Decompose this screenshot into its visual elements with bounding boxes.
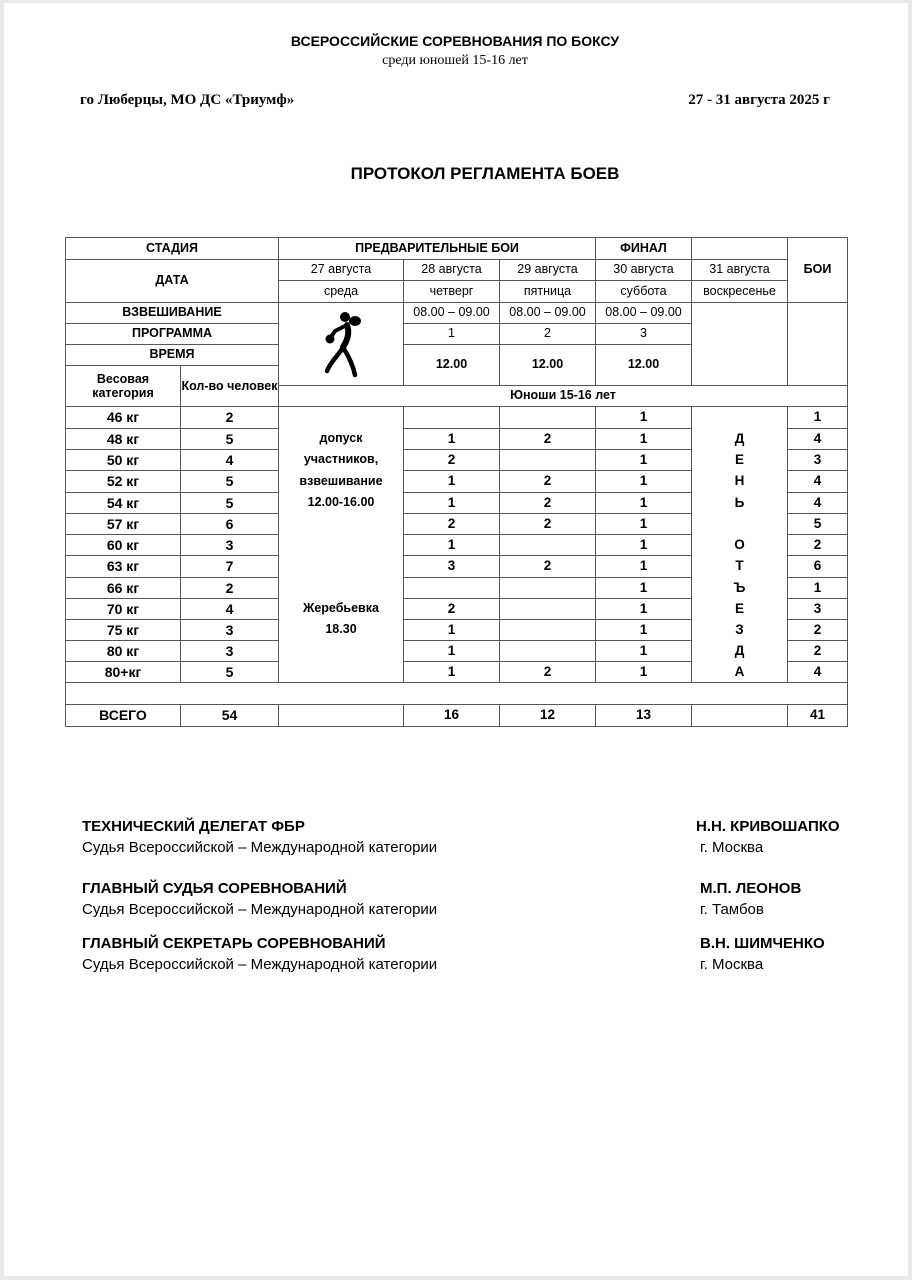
cell-weight: 60 кг — [66, 535, 181, 556]
cell-d31: Е — [692, 450, 788, 471]
program-29: 2 — [500, 324, 596, 345]
cell-d31 — [692, 514, 788, 535]
cell-d28: 1 — [404, 429, 500, 450]
cell-weight: 80 кг — [66, 641, 181, 662]
cell-count: 5 — [181, 471, 279, 493]
cell-d31: Е — [692, 599, 788, 620]
table-row — [66, 599, 848, 620]
program-30: 3 — [596, 324, 692, 345]
cell-total: 1 — [788, 407, 848, 429]
cell-d28: 1 — [404, 620, 500, 641]
table-row — [66, 450, 848, 471]
cell-d27 — [279, 556, 404, 578]
boxing-pictogram-icon — [317, 309, 365, 379]
cell-d30: 1 — [596, 556, 692, 578]
signatory-name: Н.Н. КРИВОШАПКО — [696, 818, 840, 835]
cell-count: 3 — [181, 620, 279, 641]
cell-d29 — [500, 599, 596, 620]
cell-d29: 2 — [500, 429, 596, 450]
totals-d30: 13 — [596, 705, 692, 727]
cell-d30: 1 — [596, 641, 692, 662]
cell-d28: 2 — [404, 599, 500, 620]
cell-d29: 2 — [500, 662, 596, 683]
cell-d29: 2 — [500, 556, 596, 578]
signatory-category: Судья Всероссийской – Международной категории — [82, 901, 438, 918]
cell-total: 3 — [788, 450, 848, 471]
cell-d28: 1 — [404, 493, 500, 514]
program-label: ПРОГРАММА — [66, 324, 279, 345]
table-row — [66, 471, 848, 493]
signatory-category: Судья Всероссийской – Международной категории — [82, 956, 438, 973]
date-27: 27 августа — [279, 260, 404, 281]
cell-weight: 63 кг — [66, 556, 181, 578]
cell-weight: 54 кг — [66, 493, 181, 514]
signatory-name: М.П. ЛЕОНОВ — [700, 880, 802, 897]
cell-d28: 1 — [404, 535, 500, 556]
cell-d31: Д — [692, 641, 788, 662]
signatory-role: ГЛАВНЫЙ СУДЬЯ СОРЕВНОВАНИЙ — [82, 880, 347, 897]
time-label: ВРЕМЯ — [66, 345, 279, 366]
cell-d27 — [279, 514, 404, 535]
cell-weight: 75 кг — [66, 620, 181, 641]
cell-total: 4 — [788, 493, 848, 514]
page-title: ПРОТОКОЛ РЕГЛАМЕНТА БОЕВ — [350, 164, 620, 183]
cell-total: 1 — [788, 578, 848, 599]
cell-d30: 1 — [596, 620, 692, 641]
count-label: Кол-во человек — [181, 366, 279, 407]
cell-d29 — [500, 450, 596, 471]
event-dates: 27 - 31 августа 2025 г — [688, 92, 830, 108]
cell-d30: 1 — [596, 662, 692, 683]
cell-d28: 1 — [404, 641, 500, 662]
cell-d30: 1 — [596, 514, 692, 535]
prelim-label: ПРЕДВАРИТЕЛЬНЫЕ БОИ — [279, 238, 596, 260]
cell-d28 — [404, 407, 500, 429]
cell-d29 — [500, 407, 596, 429]
cell-d31: Д — [692, 429, 788, 450]
totals-count: 54 — [181, 705, 279, 727]
cell-d30: 1 — [596, 429, 692, 450]
cell-d27 — [279, 641, 404, 662]
signatory-city: г. Тамбов — [700, 901, 764, 918]
group-label: Юноши 15-16 лет — [279, 386, 848, 407]
cell-weight: 70 кг — [66, 599, 181, 620]
totals-row — [66, 705, 848, 727]
cell-total: 5 — [788, 514, 848, 535]
cell-count: 3 — [181, 641, 279, 662]
cell-weight: 52 кг — [66, 471, 181, 493]
cell-count: 5 — [181, 662, 279, 683]
competition-title: ВСЕРОССИЙСКИЕ СОРЕВНОВАНИЯ ПО БОКСУ — [290, 33, 620, 49]
cell-d31: А — [692, 662, 788, 683]
table-row — [66, 662, 848, 683]
signatory-city: г. Москва — [700, 839, 764, 856]
cell-d30: 1 — [596, 578, 692, 599]
cell-d30: 1 — [596, 599, 692, 620]
weight-category-label: Весовая категория — [66, 366, 181, 407]
cell-weight: 50 кг — [66, 450, 181, 471]
cell-count: 6 — [181, 514, 279, 535]
weekday-30: суббота — [596, 281, 692, 303]
final-label: ФИНАЛ — [596, 238, 692, 260]
signatory-city: г. Москва — [700, 956, 764, 973]
boxer-pictogram-cell — [279, 303, 404, 386]
weighin-label: ВЗВЕШИВАНИЕ — [66, 303, 279, 324]
date-31: 31 августа — [692, 260, 788, 281]
table-row — [66, 641, 848, 662]
totals-d28: 16 — [404, 705, 500, 727]
cell-weight: 57 кг — [66, 514, 181, 535]
cell-d28: 1 — [404, 662, 500, 683]
cell-d28: 3 — [404, 556, 500, 578]
cell-d27: 18.30 — [279, 620, 404, 641]
cell-total: 4 — [788, 471, 848, 493]
bout-schedule-table — [65, 237, 848, 727]
cell-d28: 2 — [404, 514, 500, 535]
bouts-label: БОИ — [788, 238, 848, 303]
cell-total: 4 — [788, 429, 848, 450]
cell-weight: 66 кг — [66, 578, 181, 599]
cell-total: 3 — [788, 599, 848, 620]
cell-total: 2 — [788, 620, 848, 641]
cell-count: 5 — [181, 493, 279, 514]
table-row — [66, 407, 848, 429]
cell-d27: участников, — [279, 450, 404, 471]
cell-d30: 1 — [596, 450, 692, 471]
table-row — [66, 514, 848, 535]
cell-d27: допуск — [279, 429, 404, 450]
cell-d29: 2 — [500, 493, 596, 514]
cell-d29 — [500, 641, 596, 662]
totals-d29: 12 — [500, 705, 596, 727]
cell-count: 4 — [181, 599, 279, 620]
cell-d29: 2 — [500, 514, 596, 535]
cell-d27: взвешивание — [279, 471, 404, 493]
cell-weight: 46 кг — [66, 407, 181, 429]
cell-d28 — [404, 578, 500, 599]
stage-label: СТАДИЯ — [66, 238, 279, 260]
cell-d29 — [500, 535, 596, 556]
cell-d31: З — [692, 620, 788, 641]
date-28: 28 августа — [404, 260, 500, 281]
cell-d27: 12.00-16.00 — [279, 493, 404, 514]
cell-d31: Т — [692, 556, 788, 578]
table-row — [66, 578, 848, 599]
cell-d31: О — [692, 535, 788, 556]
signatory-category: Судья Всероссийской – Международной категории — [82, 839, 438, 856]
cell-weight: 80+кг — [66, 662, 181, 683]
weighin-29: 08.00 – 09.00 — [500, 303, 596, 324]
table-row — [66, 535, 848, 556]
cell-total: 6 — [788, 556, 848, 578]
cell-d31 — [692, 407, 788, 429]
weekday-28: четверг — [404, 281, 500, 303]
cell-count: 4 — [181, 450, 279, 471]
cell-d28: 2 — [404, 450, 500, 471]
table-row — [66, 429, 848, 450]
cell-count: 7 — [181, 556, 279, 578]
cell-d30: 1 — [596, 535, 692, 556]
weekday-31: воскресенье — [692, 281, 788, 303]
date-29: 29 августа — [500, 260, 596, 281]
table-row — [66, 556, 848, 578]
time-28: 12.00 — [404, 345, 500, 386]
date-label: ДАТА — [66, 260, 279, 303]
signatory-role: ТЕХНИЧЕСКИЙ ДЕЛЕГАТ ФБР — [82, 818, 305, 835]
cell-d29 — [500, 578, 596, 599]
table-row — [66, 620, 848, 641]
weighin-28: 08.00 – 09.00 — [404, 303, 500, 324]
cell-count: 5 — [181, 429, 279, 450]
weighin-30: 08.00 – 09.00 — [596, 303, 692, 324]
competition-subtitle: среди юношей 15-16 лет — [382, 53, 528, 68]
cell-d27 — [279, 662, 404, 683]
cell-total: 2 — [788, 641, 848, 662]
table-row — [66, 493, 848, 514]
cell-total: 4 — [788, 662, 848, 683]
time-29: 12.00 — [500, 345, 596, 386]
time-30: 12.00 — [596, 345, 692, 386]
totals-label: ВСЕГО — [66, 705, 181, 727]
cell-count: 2 — [181, 407, 279, 429]
cell-d30: 1 — [596, 493, 692, 514]
weekday-29: пятница — [500, 281, 596, 303]
cell-d31: Н — [692, 471, 788, 493]
signatory-role: ГЛАВНЫЙ СЕКРЕТАРЬ СОРЕВНОВАНИЙ — [82, 935, 386, 952]
signatory-name: В.Н. ШИМЧЕНКО — [700, 935, 825, 952]
cell-count: 3 — [181, 535, 279, 556]
cell-d30: 1 — [596, 471, 692, 493]
cell-d30: 1 — [596, 407, 692, 429]
weekday-27: среда — [279, 281, 404, 303]
cell-d28: 1 — [404, 471, 500, 493]
cell-d31: Ь — [692, 493, 788, 514]
cell-d29 — [500, 620, 596, 641]
cell-d27 — [279, 535, 404, 556]
program-28: 1 — [404, 324, 500, 345]
cell-d31: Ъ — [692, 578, 788, 599]
cell-d27 — [279, 578, 404, 599]
cell-total: 2 — [788, 535, 848, 556]
location: го Люберцы, МО ДС «Триумф» — [80, 92, 295, 108]
totals-d27 — [279, 705, 404, 727]
cell-count: 2 — [181, 578, 279, 599]
date-30: 30 августа — [596, 260, 692, 281]
totals-bouts: 41 — [788, 705, 848, 727]
cell-weight: 48 кг — [66, 429, 181, 450]
cell-d27 — [279, 407, 404, 429]
cell-d29: 2 — [500, 471, 596, 493]
cell-d27: Жеребьевка — [279, 599, 404, 620]
totals-d31 — [692, 705, 788, 727]
